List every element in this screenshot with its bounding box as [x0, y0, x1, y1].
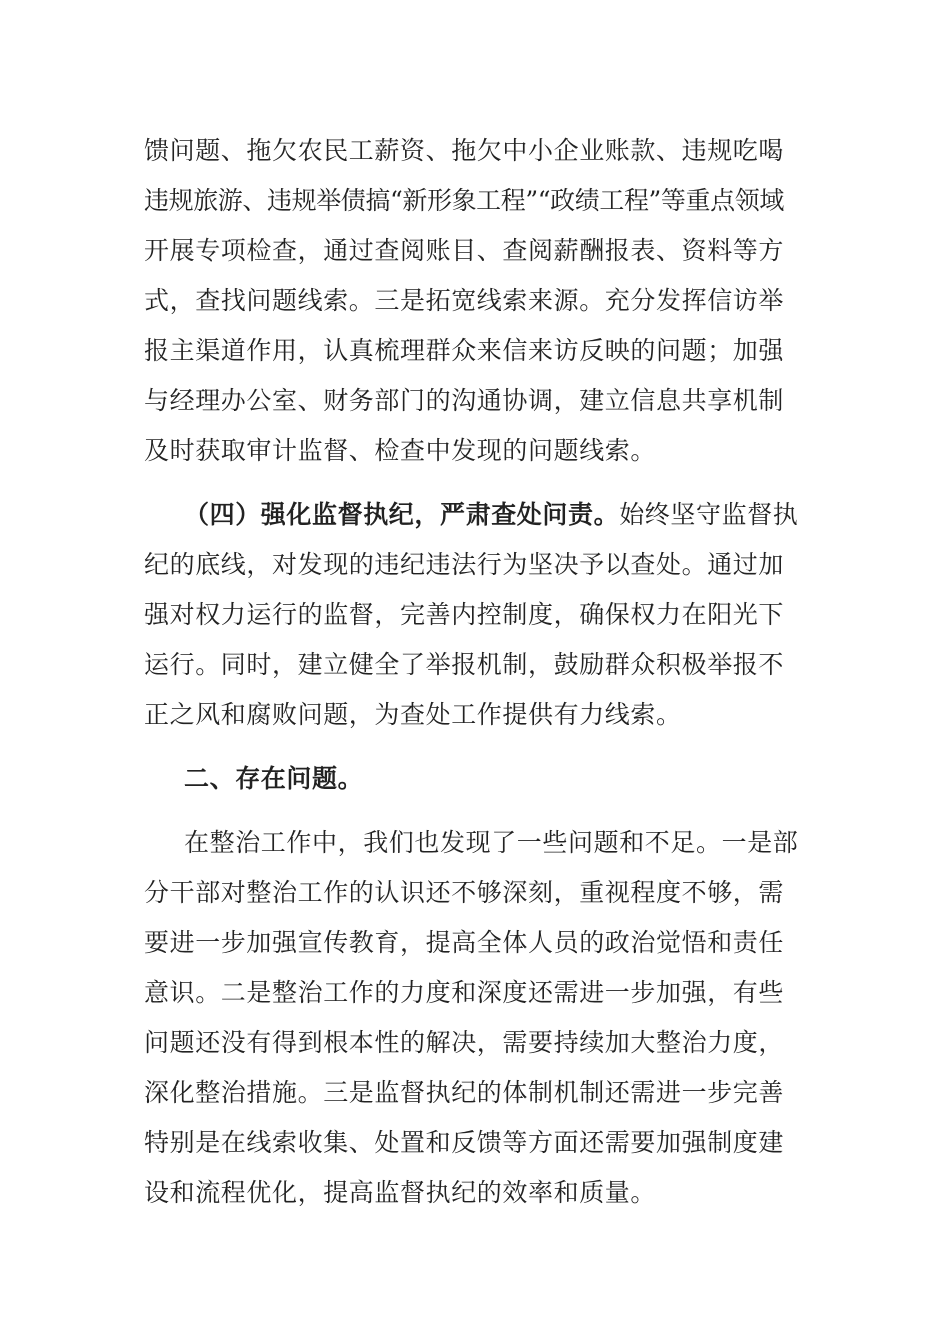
text-line: 报主渠道作用，认真梳理群众来信来访反映的问题；加强	[144, 336, 785, 365]
text-line: 开展专项检查，通过查阅账目、查阅薪酬报表、资料等方	[144, 236, 785, 265]
text-line: 设和流程优化，提高监督执纪的效率和质量。	[144, 1178, 657, 1207]
document-page	[144, 126, 808, 1218]
text-line: 纪的底线，对发现的违纪违法行为坚决予以查处。通过加	[144, 550, 785, 579]
text-line: 强对权力运行的监督，完善内控制度，确保权力在阳光下	[144, 600, 785, 629]
section-title: 二、存在问题。	[184, 764, 364, 793]
text-line: 特别是在线索收集、处置和反馈等方面还需要加强制度建	[144, 1128, 785, 1157]
text-line: 要进一步加强宣传教育，提高全体人员的政治觉悟和责任	[144, 928, 785, 957]
text-line: 馈问题、拖欠农民工薪资、拖欠中小企业账款、违规吃喝	[144, 136, 785, 165]
text-line: 运行。同时，建立健全了举报机制，鼓励群众积极举报不	[144, 650, 785, 679]
text-line: 分干部对整治工作的认识还不够深刻，重视程度不够，需	[144, 878, 785, 907]
text-line: 正之风和腐败问题，为查处工作提供有力线索。	[144, 700, 682, 729]
text-line: 及时获取审计监督、检查中发现的问题线索。	[144, 436, 657, 465]
text-segment: 始终坚守监督执	[619, 500, 799, 529]
text-line: 在整治工作中，我们也发现了一些问题和不足。一是部	[184, 828, 799, 857]
paragraph-problems	[144, 818, 808, 1218]
section-title-block	[144, 754, 808, 804]
text-line: 与经理办公室、财务部门的沟通协调，建立信息共享机制	[144, 386, 785, 415]
paragraph-continuation	[144, 126, 808, 476]
text-line: 违规旅游、违规举债搞“新形象工程”“政绩工程”等重点领域	[144, 186, 784, 215]
text-line: 问题还没有得到根本性的解决，需要持续加大整治力度，	[144, 1028, 785, 1057]
text-line: 式，查找问题线索。三是拓宽线索来源。充分发挥信访举	[144, 286, 785, 315]
paragraph-supervision	[144, 490, 808, 740]
text-line: 深化整治措施。三是监督执纪的体制机制还需进一步完善	[144, 1078, 785, 1107]
subsection-heading: （四）强化监督执纪，严肃查处问责。	[184, 500, 620, 529]
text-line: 意识。二是整治工作的力度和深度还需进一步加强，有些	[144, 978, 785, 1007]
text-line	[144, 490, 808, 540]
